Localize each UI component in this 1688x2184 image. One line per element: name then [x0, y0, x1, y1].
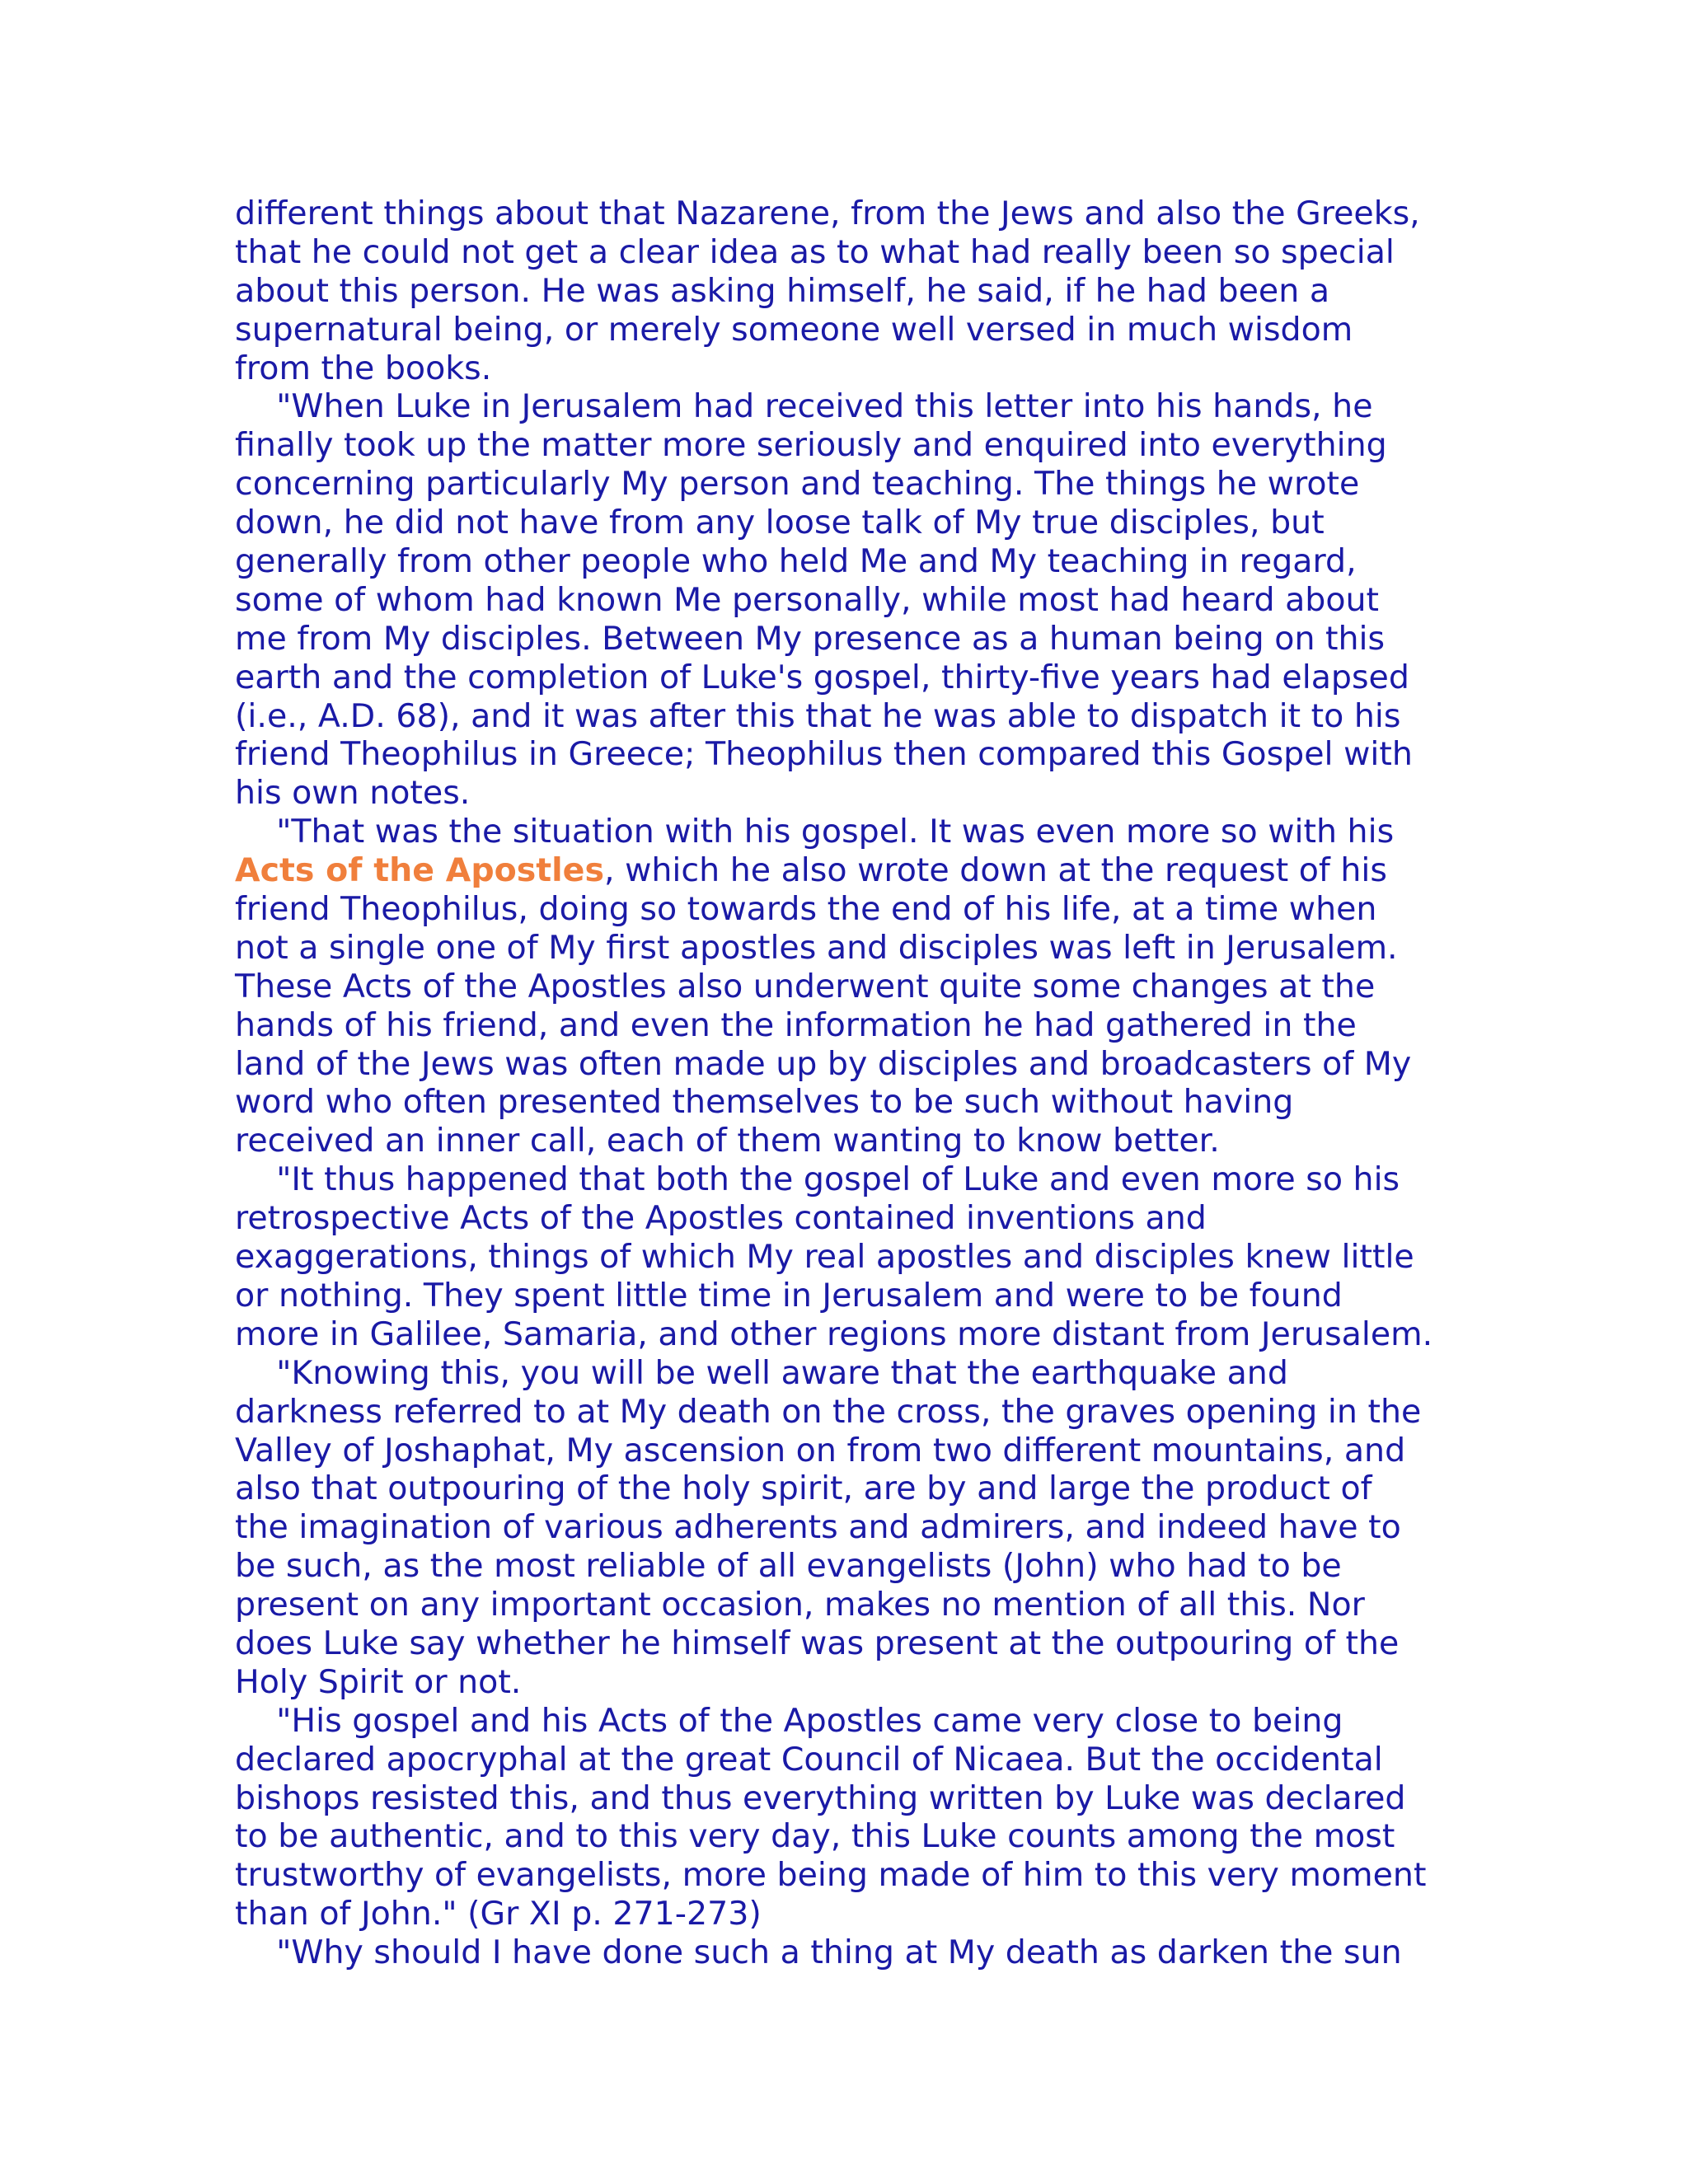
text-line: hands of his friend, and even the information he had gathered in the	[235, 1005, 1357, 1044]
text-line: more in Galilee, Samaria, and other regions more distant from Jerusalem.	[235, 1315, 1433, 1353]
text-line: different things about that Nazarene, from the Jews and also the Greeks,	[235, 194, 1420, 232]
text-line: to be authentic, and to this very day, this Luke counts among the most	[235, 1817, 1395, 1856]
text-line: supernatural being, or merely someone well versed in much wisdom	[235, 310, 1353, 349]
text-line: "That was the situation with his gospel. It was even more so with his	[235, 813, 1395, 851]
text-line: present on any important occasion, makes no mention of all this. Nor	[235, 1586, 1365, 1624]
text-line: word who often presented themselves to be such without having	[235, 1083, 1294, 1122]
text-line: finally took up the matter more seriously and enquired into everything	[235, 426, 1387, 465]
text-line: friend Theophilus in Greece; Theophilus then compared this Gospel with	[235, 735, 1413, 774]
text-line: friend Theophilus, doing so towards the end of his life, at a time when	[235, 890, 1377, 929]
text-line: darkness referred to at My death on the cross, the graves opening in the	[235, 1392, 1422, 1431]
text-line: the imagination of various adherents and admirers, and indeed have to	[235, 1508, 1401, 1547]
text-line: retrospective Acts of the Apostles contained inventions and	[235, 1199, 1207, 1238]
text-line: does Luke say whether he himself was present at the outpouring of the	[235, 1624, 1400, 1662]
text-line: that he could not get a clear idea as to what had really been so special	[235, 232, 1395, 271]
text-line: bishops resisted this, and thus everything written by Luke was declared	[235, 1779, 1406, 1817]
text-line: "Why should I have done such a thing at My death as darken the sun	[235, 1933, 1402, 1972]
line-remainder: , which he also wrote down at the request of his	[603, 851, 1387, 890]
text-line: earth and the completion of Luke's gospel, thirty-five years had elapsed	[235, 658, 1409, 696]
text-line: exaggerations, things of which My real apostles and disciples knew little	[235, 1238, 1414, 1277]
text-line: generally from other people who held Me and My teaching in regard,	[235, 542, 1357, 581]
text-line: down, he did not have from any loose talk of My true disciples, but	[235, 504, 1325, 542]
text-line: also that outpouring of the holy spirit, are by and large the product of	[235, 1469, 1372, 1508]
text-line: than of John." (Gr XI p. 271-273)	[235, 1895, 762, 1933]
text-line: "When Luke in Jerusalem had received this letter into his hands, he	[235, 387, 1373, 426]
text-line: land of the Jews was often made up by disciples and broadcasters of My	[235, 1044, 1412, 1083]
text-line: or nothing. They spent little time in Jerusalem and were to be found	[235, 1276, 1343, 1315]
text-line	[235, 851, 1471, 890]
text-line: not a single one of My first apostles and disciples was left in Jerusalem.	[235, 928, 1398, 967]
text-line: "It thus happened that both the gospel of Luke and even more so his	[235, 1160, 1400, 1199]
text-line: These Acts of the Apostles also underwent quite some changes at the	[235, 967, 1376, 1005]
text-line: Valley of Joshaphat, My ascension on from two different mountains, and	[235, 1431, 1406, 1469]
text-line: be such, as the most reliable of all evangelists (John) who had to be	[235, 1547, 1342, 1586]
text-line: me from My disciples. Between My presence as a human being on this	[235, 619, 1386, 658]
text-line: (i.e., A.D. 68), and it was after this that he was able to dispatch it to his	[235, 696, 1401, 735]
highlighted-term: Acts of the Apostles	[235, 851, 604, 890]
text-line: his own notes.	[235, 774, 471, 813]
body-text	[235, 194, 1471, 1972]
text-line: "His gospel and his Acts of the Apostles came very close to being	[235, 1701, 1343, 1740]
text-line: trustworthy of evangelists, more being made of him to this very moment	[235, 1856, 1427, 1895]
text-line: "Knowing this, you will be well aware that the earthquake and	[235, 1353, 1288, 1392]
text-line: some of whom had known Me personally, while most had heard about	[235, 580, 1380, 619]
text-line: about this person. He was asking himself, he said, if he had been a	[235, 271, 1330, 310]
text-line: declared apocryphal at the great Council of Nicaea. But the occidental	[235, 1740, 1383, 1779]
text-line: received an inner call, each of them wanting to know better.	[235, 1122, 1220, 1160]
text-line: concerning particularly My person and teaching. The things he wrote	[235, 465, 1360, 504]
text-line: Holy Spirit or not.	[235, 1662, 522, 1701]
text-line: from the books.	[235, 349, 492, 387]
